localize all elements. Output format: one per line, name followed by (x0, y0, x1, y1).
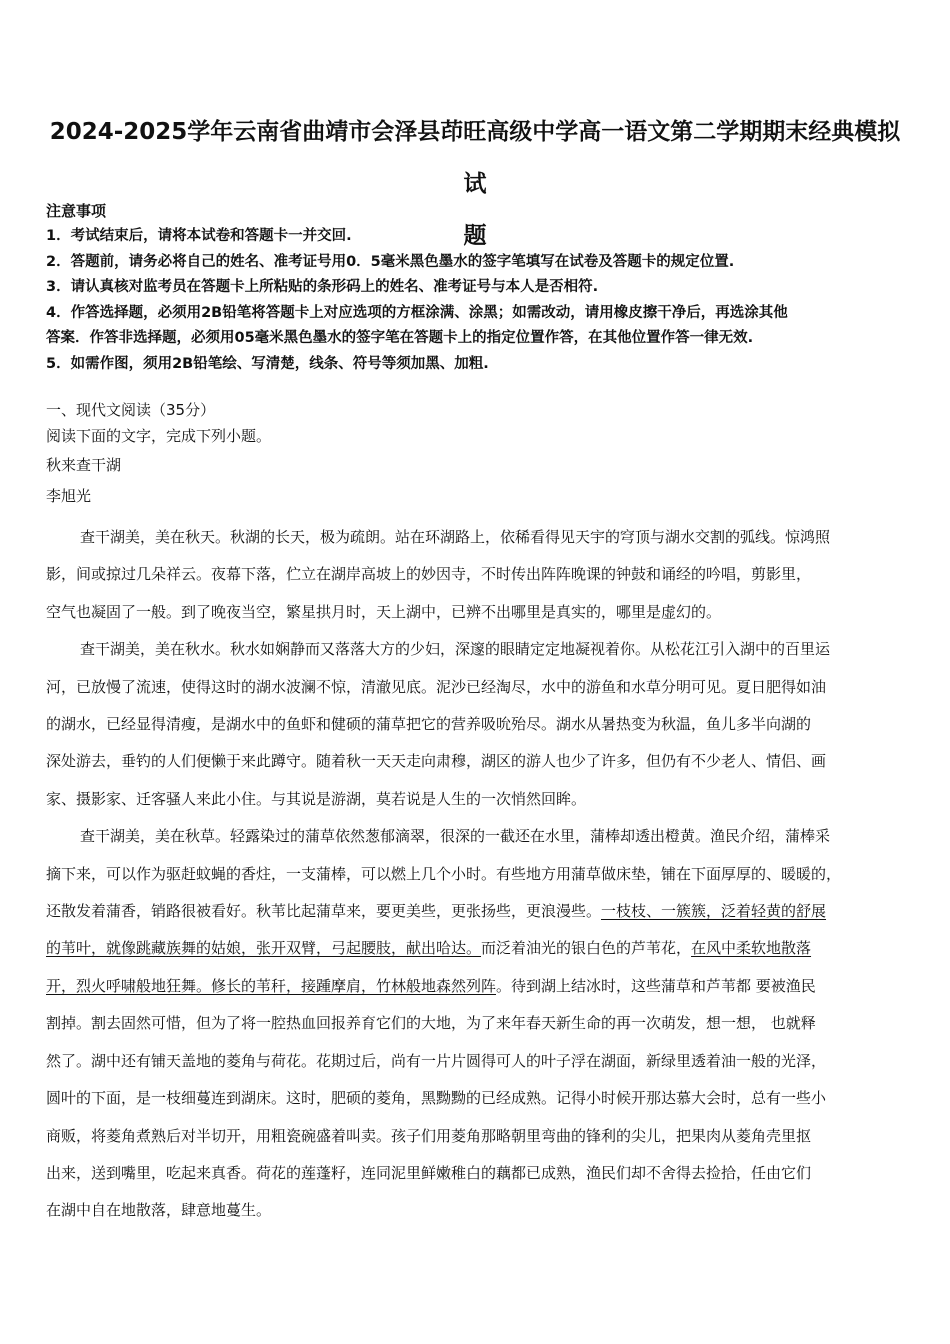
paragraph-3-line: 商贩，将菱角煮熟后对半切开，用粗瓷碗盛着叫卖。孩子们用菱角那略朝里弯曲的锋利的尖儿，把果肉从菱角壳里抠 (46, 1126, 812, 1145)
paragraph-3-line: 圆叶的下面，是一枝细蔓连到湖床。这时，肥硕的菱角，黑黝黝的已经成熟。记得小时候开那达慕大会时，总有一些小 (46, 1089, 827, 1108)
paragraph-3-line: 在湖中自在地散落，肆意地蔓生。 (46, 1201, 272, 1220)
notice-heading: 注意事项 (46, 202, 107, 220)
paragraph-2-line: 的湖水，已经显得清瘦，是湖水中的鱼虾和健硕的蒲草把它的营养吸吮殆尽。湖水从暑热变为秋温，鱼儿多半向湖的 (46, 715, 812, 734)
plain-text: 还散发着蒲香，销路很被看好。秋苇比起蒲草来，要更美些，更张扬些，更浪漫些。 (46, 902, 602, 921)
paragraph-3-line: 然了。湖中还有铺天盖地的菱角与荷花。花期过后，尚有一片片圆得可人的叶子浮在湖面，新绿里透着油一般的光泽， (46, 1051, 827, 1070)
notice-item: 4．作答选择题，必须用2B铅笔将答题卡上对应选项的方框涂满、涂黑；如需改动，请用橡皮擦干净后，再选涂其他 (46, 304, 788, 321)
title-line-1: 2024-2025学年云南省曲靖市会泽县茚旺高级中学高一语文第二学期期末经典模拟试 (49, 119, 901, 197)
plain-text: 。待到湖上结冰时，这些蒲草和芦苇都 要被渔民 (496, 976, 816, 995)
article-body (46, 519, 908, 1230)
paragraph-3-line: 查干湖美，美在秋草。轻露染过的蒲草依然葱郁滴翠，很深的一截还在水里，蒲棒却透出橙黄。渔民介绍，蒲棒采 (80, 827, 831, 846)
underlined-text: 的苇叶，就像跳藏族舞的姑娘，张开双臂，弓起腰肢，献出哈达。 (46, 939, 482, 958)
paragraph-2-line: 深处游去，垂钓的人们便懒于来此蹲守。随着秋一天天走向肃穆，湖区的游人也少了许多，但仍有不少老人、情侣、画 (46, 752, 827, 771)
plain-text: 而泛着油光的银白色的芦苇花， (481, 939, 692, 958)
notice-item: 1．考试结束后，请将本试卷和答题卡一并交回. (46, 228, 352, 244)
paragraph-2-line: 查干湖美，美在秋水。秋水如娴静而又落落大方的少妇，深邃的眼睛定定地凝视着你。从松花江引入湖中的百里运 (80, 640, 831, 659)
paragraph-1-line: 影，间或掠过几朵祥云。夜幕下落，伫立在湖岸高坡上的妙因寺，不时传出阵阵晚课的钟鼓和诵经的吟唱，剪影里， (46, 565, 812, 584)
notice-block (46, 198, 916, 377)
paragraph-3-line: 割掉。割去固然可惜，但为了将一腔热血回报养育它们的大地，为了来年春天新生命的再一次萌发，想一想， 也就释 (46, 1014, 816, 1033)
notice-item: 2．答题前，请务必将自己的姓名、准考证号用0．5毫米黑色墨水的签字笔填写在试卷及答题卡的规定位置. (46, 253, 735, 270)
paragraph-3-line (46, 968, 908, 1005)
paragraph-2-line: 河，已放慢了流速，使得这时的湖水波澜不惊，清澈见底。泥沙已经淘尽，水中的游鱼和水草分明可见。夏日肥得如油 (46, 677, 827, 696)
underlined-text: 开，烈火呼啸般地狂舞。修长的苇秆，接踵摩肩，竹林般地森然列阵 (46, 976, 497, 995)
paragraph-3-line: 摘下来，可以作为驱赶蚊蝇的香炷，一支蒲棒，可以燃上几个小时。有些地方用蒲草做床垫，铺在下面厚厚的、暖暖的， (46, 864, 842, 883)
paragraph-3-line: 出来，送到嘴里，吃起来真香。荷花的莲蓬籽，连同泥里鲜嫩稚白的藕都已成熟，渔民们却不舍得去捡拾，任由它们 (46, 1163, 812, 1182)
section-heading: 一、现代文阅读（35分） (46, 401, 216, 419)
notice-item: 5．如需作图，须用2B铅笔绘、写清楚，线条、符号等须加黑、加粗. (46, 355, 489, 372)
article-title: 秋来查干湖 (46, 456, 122, 474)
paragraph-1-line: 空气也凝固了一般。到了晚夜当空，繁星拱月时，天上湖中，已辨不出哪里是真实的，哪里是虚幻的。 (46, 602, 722, 621)
section-header (46, 398, 916, 512)
paragraph-2-line: 家、摄影家、迁客骚人来此小住。与其说是游湖，莫若说是人生的一次悄然回眸。 (46, 789, 587, 808)
paragraph-1-line: 查干湖美，美在秋天。秋湖的长天，极为疏朗。站在环湖路上，依稀看得见天宇的穹顶与湖水交割的弧线。惊鸿照 (80, 528, 831, 546)
underlined-text: 在风中柔软地散落 (691, 939, 812, 958)
paragraph-3-line (46, 930, 908, 967)
underlined-text: 一枝枝、一簇簇，泛着轻黄的舒展 (601, 902, 827, 921)
article-author: 李旭光 (46, 487, 92, 505)
notice-item: 答案．作答非选择题，必须用05毫米黑色墨水的签字笔在答题卡上的指定位置作答，在其他位置作答一律无效. (46, 330, 754, 346)
notice-item: 3．请认真核对监考员在答题卡上所粘贴的条形码上的姓名、准考证号与本人是否相符. (46, 279, 599, 295)
section-instruction: 阅读下面的文字，完成下列小题。 (46, 427, 272, 445)
paragraph-3-line (46, 893, 908, 930)
title-line-2: 题 (463, 223, 487, 249)
